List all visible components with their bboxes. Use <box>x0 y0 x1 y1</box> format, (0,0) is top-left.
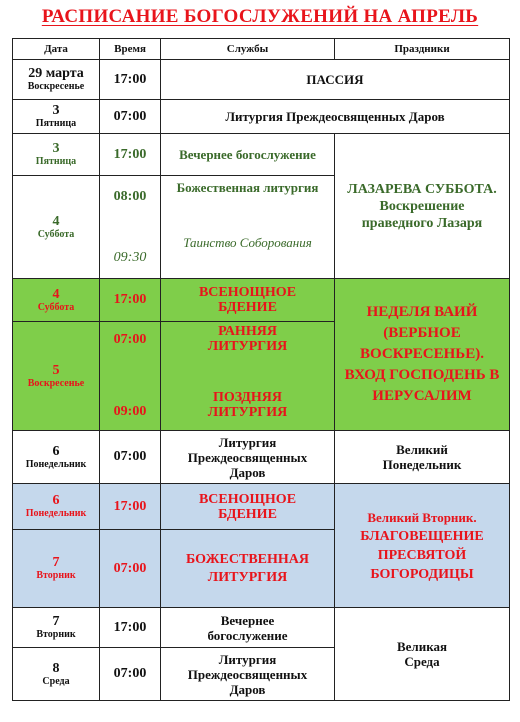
day-number: 3 <box>52 141 60 156</box>
date-cell <box>13 100 100 134</box>
day-number: 3 <box>52 103 60 118</box>
table-row <box>13 608 510 648</box>
table-row <box>13 279 510 322</box>
weekday: Понедельник <box>25 508 87 519</box>
time-cell: 17:00 <box>100 60 161 100</box>
time-cell: 17:00 <box>100 484 161 530</box>
time-cell <box>100 176 161 279</box>
service-cell: ПАССИЯ <box>161 60 510 100</box>
weekday: Воскресенье <box>27 81 85 92</box>
holiday-lazarus-saturday: ЛАЗАРЕВА СУББОТА. Воскрешение праведного Лазаря <box>335 134 510 279</box>
time-cell: 17:00 <box>100 608 161 648</box>
holiday-great-tuesday <box>335 484 510 608</box>
day-number: 7 <box>52 614 60 629</box>
time-late-liturgy: 09:00 <box>113 404 147 419</box>
schedule-table <box>12 38 510 701</box>
weekday: Среда <box>42 675 70 687</box>
day-number: 5 <box>52 362 60 378</box>
date-cell <box>13 431 100 484</box>
service-late-liturgy: ПОЗДНЯЯ ЛИТУРГИЯ <box>207 390 288 420</box>
date-cell <box>13 530 100 608</box>
weekday: Воскресенье <box>27 377 85 389</box>
time-early-liturgy: 07:00 <box>113 332 147 347</box>
weekday: Пятница <box>35 156 77 167</box>
date-cell <box>13 60 100 100</box>
date-cell <box>13 134 100 176</box>
header-date: Дата <box>13 39 100 60</box>
table-row <box>13 431 510 484</box>
service-cell: ВСЕНОЩНОЕ БДЕНИЕ <box>161 484 335 530</box>
weekday: Суббота <box>37 301 75 313</box>
header-holidays: Праздники <box>335 39 510 60</box>
service-cell: Литургия Преждеосвященных Даров <box>161 100 510 134</box>
date-cell <box>13 608 100 648</box>
service-cell: Литургия Преждеосвященных Даров <box>161 431 335 484</box>
page-title: РАСПИСАНИЕ БОГОСЛУЖЕНИЙ НА АПРЕЛЬ <box>41 6 479 27</box>
holiday-annunciation: БЛАГОВЕЩЕНИЕ ПРЕСВЯТОЙ БОГОРОДИЦЫ <box>360 528 484 582</box>
day-number: 6 <box>52 493 60 508</box>
time-unction: 09:30 <box>113 250 147 265</box>
day-number: 4 <box>52 286 60 302</box>
header-services: Службы <box>161 39 335 60</box>
service-cell: Вечернее богослужение <box>161 608 335 648</box>
time-cell: 17:00 <box>100 279 161 322</box>
service-cell <box>161 176 335 279</box>
service-early-liturgy: РАННЯЯ ЛИТУРГИЯ <box>207 324 288 354</box>
weekday: Пятница <box>35 118 77 129</box>
weekday: Понедельник <box>25 458 87 470</box>
weekday: Вторник <box>36 629 76 640</box>
service-cell <box>161 322 335 431</box>
time-cell: 07:00 <box>100 431 161 484</box>
date-cell <box>13 322 100 431</box>
date-cell <box>13 176 100 279</box>
table-row <box>13 60 510 100</box>
day-number: 8 <box>52 660 60 676</box>
day-number: 29 марта <box>28 66 84 81</box>
date-cell <box>13 279 100 322</box>
weekday: Суббота <box>37 228 75 240</box>
table-row <box>13 100 510 134</box>
table-row <box>13 484 510 530</box>
day-number: 7 <box>52 555 60 570</box>
time-liturgy: 08:00 <box>113 189 147 204</box>
weekday: Вторник <box>36 570 76 581</box>
holiday-great-monday: Великий Понедельник <box>335 431 510 484</box>
date-cell <box>13 484 100 530</box>
service-unction: Таинство Соборования <box>183 235 312 250</box>
holiday-tuesday-title: Великий Вторник. <box>367 509 477 525</box>
time-cell: 07:00 <box>100 100 161 134</box>
service-cell: Вечернее богослужение <box>161 134 335 176</box>
time-cell: 07:00 <box>100 648 161 701</box>
service-liturgy: Божественная литургия <box>176 180 319 195</box>
header-time: Время <box>100 39 161 60</box>
date-cell <box>13 648 100 701</box>
table-header-row <box>13 39 510 60</box>
day-number: 6 <box>52 443 60 459</box>
time-cell <box>100 322 161 431</box>
table-row <box>13 134 510 176</box>
day-number: 4 <box>52 213 60 229</box>
holiday-great-wednesday: Великая Среда <box>335 608 510 701</box>
time-cell: 17:00 <box>100 134 161 176</box>
holiday-palm-sunday: НЕДЕЛЯ ВАИЙ (ВЕРБНОЕ ВОСКРЕСЕНЬЕ). ВХОД ГОСПОДЕНЬ В ИЕРУСАЛИМ <box>335 279 510 431</box>
time-cell: 07:00 <box>100 530 161 608</box>
service-cell: Литургия Преждеосвященных Даров <box>161 648 335 701</box>
service-cell: ВСЕНОЩНОЕ БДЕНИЕ <box>161 279 335 322</box>
service-cell: БОЖЕСТВЕННАЯ ЛИТУРГИЯ <box>161 530 335 608</box>
